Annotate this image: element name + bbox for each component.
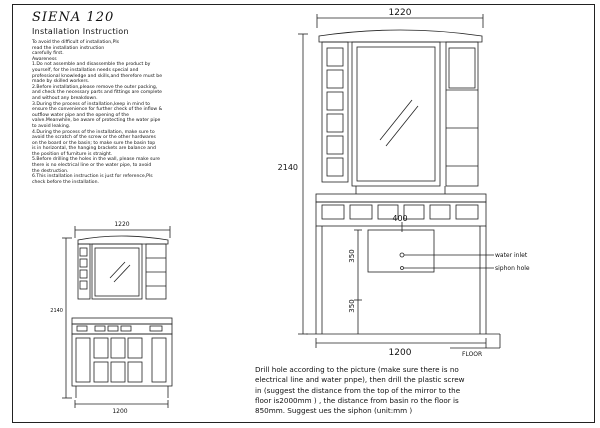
note-line: ensure the convenience for further check of the inflow & [32, 107, 163, 113]
main-width-top: 1220 [388, 8, 412, 18]
note-line: carefully first. [32, 51, 64, 57]
label-floor: FLOOR [462, 351, 483, 358]
drill-note-line: floor is2000mm ) , the distance from basin ro the floor is [255, 395, 459, 405]
note-line: avoid the scratch of the screw or the other hardwares [32, 135, 156, 141]
note-line: on the board or the basin; to make sure the basin top [32, 140, 156, 146]
small-width-bottom: 1200 [112, 408, 128, 415]
drill-note-line: Drill hole according to the picture (make sure there is no [255, 365, 459, 374]
note-line: outflow water pipe and the opening of the [32, 112, 129, 118]
note-line: professional knowledge and skills,and therefore must be [32, 73, 163, 79]
note-line: to avoid leaking. [32, 123, 71, 129]
product-title: SIENA 120 [32, 10, 115, 25]
note-line: 6.This installation instruction is just for reference,Pls [32, 174, 153, 180]
small-cabinet-drawing [62, 226, 172, 408]
small-height: 2140 [50, 308, 63, 314]
note-line: yourself, for the installation needs special and [32, 67, 139, 73]
note-line: and without any breakdown. [32, 95, 98, 101]
main-width-bottom: 1200 [388, 348, 412, 358]
drill-note-line: electrical line and water pnpe), then drill the plastic screw [255, 375, 465, 385]
note-line: read the installation instruction [32, 45, 105, 51]
note-line: Awareness [32, 56, 57, 62]
note-line: 2.Before installation,please remove the outer packing, [32, 84, 158, 90]
drill-note-line: 850mm. Suggest ues the siphon (unit:mm ) [255, 406, 413, 416]
note-line: 3.During the process of installation,keep in mind to [32, 101, 150, 107]
main-height: 2140 [277, 163, 298, 172]
main-cabinet-drawing [298, 14, 500, 348]
note-line: 5.Before drilling the holes in the wall, please make sure [32, 157, 160, 163]
note-line: there is no electrical line or the water pipe, to avoid [32, 163, 152, 169]
instruction-title: Installation Instruction [32, 27, 129, 36]
note-line: 1.Do not assemble and disassemble the product by [32, 62, 151, 68]
drill-note-line: in (suggest the distance from the top of the mirror to the [255, 385, 461, 395]
note-line: the destruction. [32, 168, 69, 174]
note-line: made by skilled workers. [32, 79, 90, 85]
label-siphon-hole: siphon hole [495, 265, 530, 272]
dim-350-upper: 350 [348, 249, 356, 263]
main-width-mid: 400 [392, 214, 408, 223]
note-line: the position of furniture is straight. [32, 151, 113, 157]
note-line: valve.Meanwhile, be aware of protecting the water pipe [32, 118, 161, 124]
note-line: is in horizontal, the hanging brackets are balance and [32, 146, 156, 152]
label-water-inlet: water inlet [495, 252, 528, 259]
small-width-top: 1220 [114, 221, 130, 228]
dim-350-lower: 350 [348, 299, 356, 313]
note-line: check before the installation. [32, 179, 99, 185]
note-line: and check the necessary parts and fittings are complete [32, 90, 162, 96]
note-line: To avoid the difficult of installation,Pls [32, 40, 120, 45]
note-line: 4.During the process of the installation, make sure to [32, 129, 155, 135]
